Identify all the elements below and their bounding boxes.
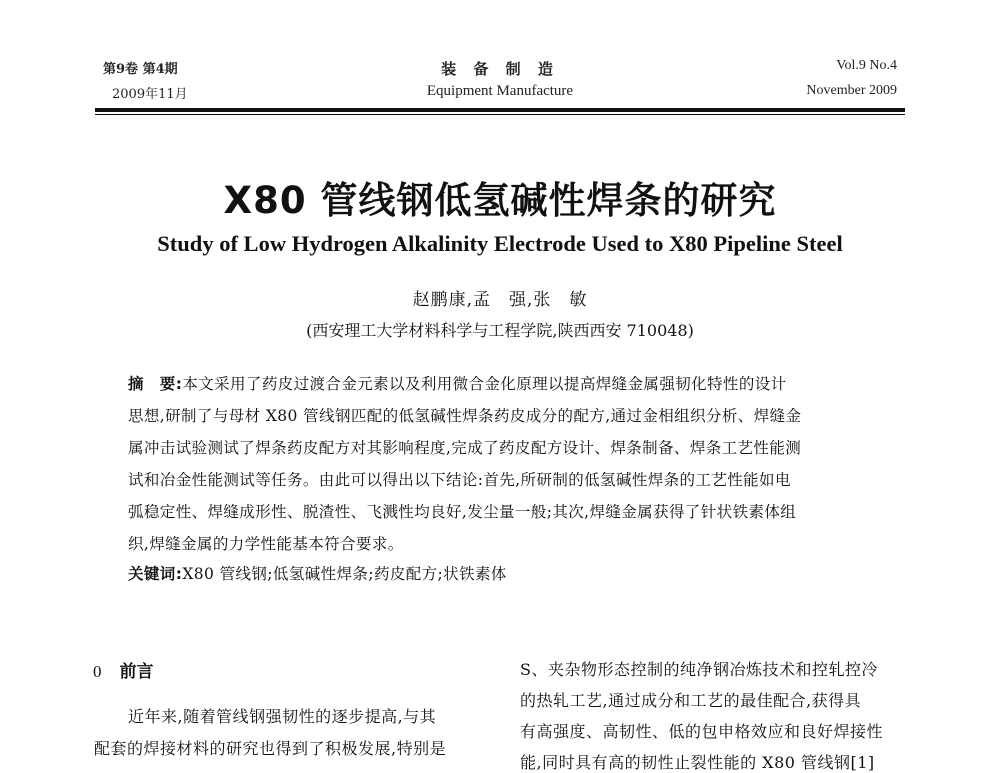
body-right-line: S、夹杂物形态控制的纯净钢冶炼技术和控轧控冷 [520,660,878,679]
volume-issue-en: Vol.9 No.4 [836,58,897,73]
body-right-line: 能,同时具有高的韧性止裂性能的 X80 管线钢[1] [520,753,875,772]
abstract-line: 属冲击试验测试了焊条药皮配方对其影响程度,完成了药皮配方设计、焊条制备、焊条工艺性能测 [128,439,802,457]
abstract-line: 试和冶金性能测试等任务。由此可以得出以下结论:首先,所研制的低氢碱性焊条的工艺性能如电 [128,471,791,489]
section-title: 前言 [119,662,154,682]
date-cn: 2009年11月 [112,87,188,102]
keywords-text: X80 管线钢;低氢碱性焊条;药皮配方;状铁素体 [182,565,507,583]
header-rule-thin [95,114,905,115]
journal-name-cn: 装 备 制 造 [441,60,559,78]
abstract-line: 织,焊缝金属的力学性能基本符合要求。 [128,535,404,553]
abstract-label: 摘 要: [128,375,183,393]
section-number: 0 [93,662,102,681]
abstract-text: 本文采用了药皮过渡合金元素以及利用微合金化原理以提高焊缝金属强韧化特性的设计 [182,375,787,393]
affiliation: (西安理工大学材料科学与工程学院,陕西西安 710048) [306,321,694,340]
paper-title-cn: X80 管线钢低氢碱性焊条的研究 [223,179,777,222]
keywords-label: 关键词: [128,565,183,583]
body-right-line: 的热轧工艺,通过成分和工艺的最佳配合,获得具 [520,691,862,710]
body-left-line: 近年来,随着管线钢强韧性的逐步提高,与其 [128,707,437,726]
section-heading [93,657,154,682]
abstract-line: 思想,研制了与母材 X80 管线钢匹配的低氢碱性焊条药皮成分的配方,通过金相组织分析、焊缝金 [128,407,802,425]
date-en: November 2009 [806,83,897,98]
authors: 赵鹏康,孟 强,张 敏 [412,290,588,310]
paper-title-en: Study of Low Hydrogen Alkalinity Electrode Used to X80 Pipeline Steel [157,231,843,256]
journal-name-en: Equipment Manufacture [426,83,574,99]
abstract-line: 弧稳定性、焊缝成形性、脱渣性、飞溅性均良好,发尘量一般;其次,焊缝金属获得了针状铁素体组 [128,503,797,521]
body-right-line: 有高强度、高韧性、低的包申格效应和良好焊接性 [520,722,884,741]
keywords-line [128,562,507,584]
header-rule-thick [95,108,905,112]
body-left-line: 配套的焊接材料的研究也得到了积极发展,特别是 [94,739,447,758]
abstract-line [128,372,787,394]
volume-issue-cn: 第9卷 第4期 [103,62,178,77]
